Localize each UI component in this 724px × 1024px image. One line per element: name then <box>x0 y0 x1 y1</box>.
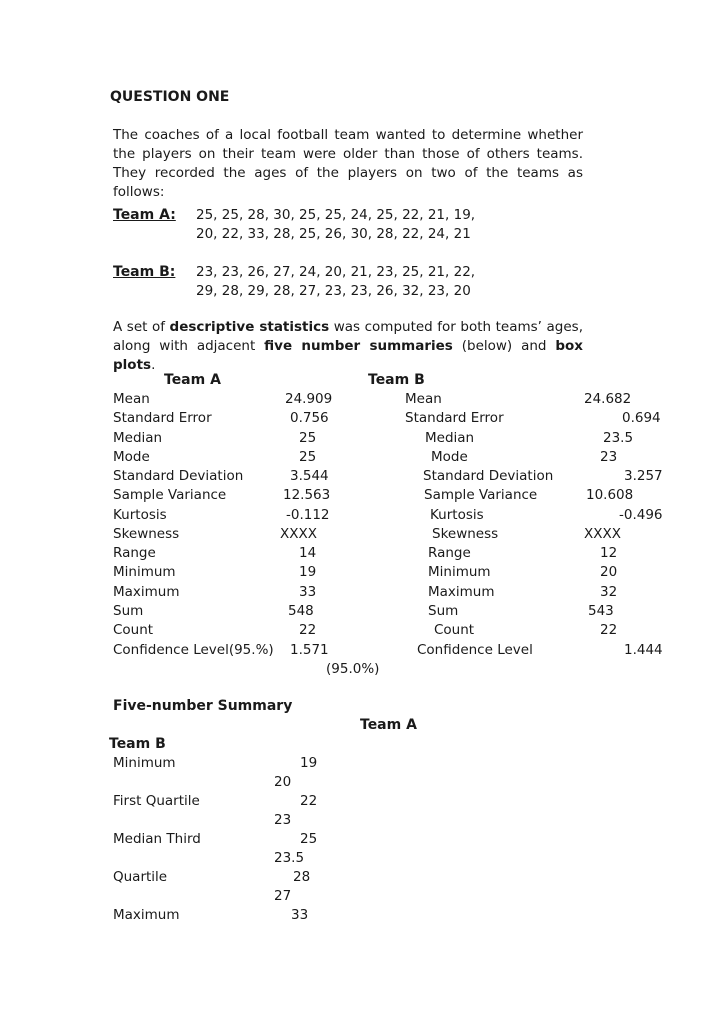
stat-label: Confidence Level <box>417 642 533 658</box>
team-a-line-1: 25, 25, 28, 30, 25, 25, 24, 25, 22, 21, 19, <box>196 207 476 223</box>
stat-value: -0.496 <box>619 507 663 523</box>
five-number-team-b-value: 23 <box>274 812 292 828</box>
stat-label: Mean <box>405 391 442 407</box>
stat-value: 1.571 <box>290 642 329 658</box>
stat-value: 20 <box>600 564 618 580</box>
stat-label: Maximum <box>113 584 180 600</box>
stat-value: 23 <box>600 449 618 465</box>
stat-label: Count <box>113 622 154 638</box>
stat-value: 25 <box>299 430 317 446</box>
team-b-label: Team B: <box>113 264 176 280</box>
stat-label: Confidence Level(95.%) <box>113 642 274 658</box>
stat-value: 10.608 <box>586 487 634 503</box>
page-title: QUESTION ONE <box>110 89 230 105</box>
five-number-label: Minimum <box>113 755 176 771</box>
stat-value: 32 <box>600 584 618 600</box>
stat-label: Standard Error <box>405 410 504 426</box>
stat-label: Minimum <box>113 564 176 580</box>
five-number-team-a-value: 33 <box>291 907 309 923</box>
stat-value: 0.694 <box>622 410 661 426</box>
stat-value: 33 <box>299 584 317 600</box>
stat-label: Mean <box>113 391 150 407</box>
stat-label: Sample Variance <box>113 487 227 503</box>
stat-value: 0.756 <box>290 410 329 426</box>
five-number-team-a-value: 28 <box>293 869 311 885</box>
stat-label: Standard Deviation <box>113 468 244 484</box>
stats-header-team-b: Team B <box>368 372 425 388</box>
stat-label: Kurtosis <box>430 507 484 523</box>
intro-paragraph: The coaches of a local football team wanted to determine whether the players on their team were older than those of others teams. They recorded the ages of the players on two of the teams as follows: <box>113 127 583 200</box>
stat-value: 1.444 <box>624 642 663 658</box>
stat-value: 22 <box>600 622 618 638</box>
stat-value: 19 <box>299 564 317 580</box>
stat-label: Median <box>113 430 163 446</box>
stat-label: Skewness <box>432 526 499 542</box>
five-number-label: First Quartile <box>113 793 200 809</box>
stat-label: Kurtosis <box>113 507 167 523</box>
descriptive-statistics-term: descriptive statistics <box>169 319 330 335</box>
five-number-team-a-value: 22 <box>300 793 318 809</box>
stat-value: XXXX <box>584 526 621 542</box>
five-number-summaries-term: five number summaries <box>264 338 453 354</box>
team-a-label: Team A: <box>113 207 176 223</box>
stat-value: 3.257 <box>624 468 663 484</box>
five-number-label: Quartile <box>113 869 168 885</box>
team-b-line-2: 29, 28, 29, 28, 27, 23, 23, 26, 32, 23, 20 <box>196 283 471 299</box>
team-b-line-1: 23, 23, 26, 27, 24, 20, 21, 23, 25, 21, 22, <box>196 264 476 280</box>
stat-value: 543 <box>588 603 614 619</box>
box-plots-term: box plots <box>113 338 584 373</box>
stat-value: 24.909 <box>285 391 333 407</box>
five-number-team-a-value: 25 <box>300 831 318 847</box>
stat-label: Minimum <box>428 564 491 580</box>
stat-label: Standard Error <box>113 410 212 426</box>
five-number-team-a-value: 19 <box>300 755 318 771</box>
five-number-header-team-b: Team B <box>109 736 166 752</box>
stat-value: -0.112 <box>286 507 330 523</box>
stat-label: Skewness <box>113 526 180 542</box>
stat-label: Standard Deviation <box>423 468 554 484</box>
stat-label: Maximum <box>428 584 495 600</box>
five-number-header-team-a: Team A <box>360 717 417 733</box>
stat-value: 12 <box>600 545 618 561</box>
stat-value: 24.682 <box>584 391 632 407</box>
stat-value: XXXX <box>280 526 317 542</box>
five-number-team-b-value: 23.5 <box>274 850 305 866</box>
stat-value: 22 <box>299 622 317 638</box>
stats-header-team-a: Team A <box>164 372 221 388</box>
stat-value: 3.544 <box>290 468 329 484</box>
stat-value: 23.5 <box>603 430 634 446</box>
stat-label: Median <box>425 430 475 446</box>
stat-label: Count <box>434 622 475 638</box>
stat-label: Mode <box>113 449 150 465</box>
five-number-team-b-value: 20 <box>274 774 292 790</box>
stat-label: Sum <box>113 603 144 619</box>
five-number-team-b-value: 27 <box>274 888 292 904</box>
stat-value: 14 <box>299 545 317 561</box>
description-paragraph: A set of descriptive statistics was computed for both teams’ ages, along with adjacent five number summaries (below) and box plots. <box>113 319 584 373</box>
stat-value: 25 <box>299 449 317 465</box>
team-a-line-2: 20, 22, 33, 28, 25, 26, 30, 28, 22, 24, 21 <box>196 226 471 242</box>
stat-label: Range <box>428 545 471 561</box>
five-number-title: Five-number Summary <box>113 698 293 714</box>
stat-value: 548 <box>288 603 314 619</box>
stat-value: 12.563 <box>283 487 331 503</box>
five-number-label: Maximum <box>113 907 180 923</box>
five-number-label: Median Third <box>113 831 201 847</box>
stat-label: Sum <box>428 603 459 619</box>
stat-label: Sample Variance <box>424 487 538 503</box>
stat-label: Mode <box>431 449 468 465</box>
stat-label: Range <box>113 545 156 561</box>
confidence-level-suffix: (95.0%) <box>326 661 380 677</box>
